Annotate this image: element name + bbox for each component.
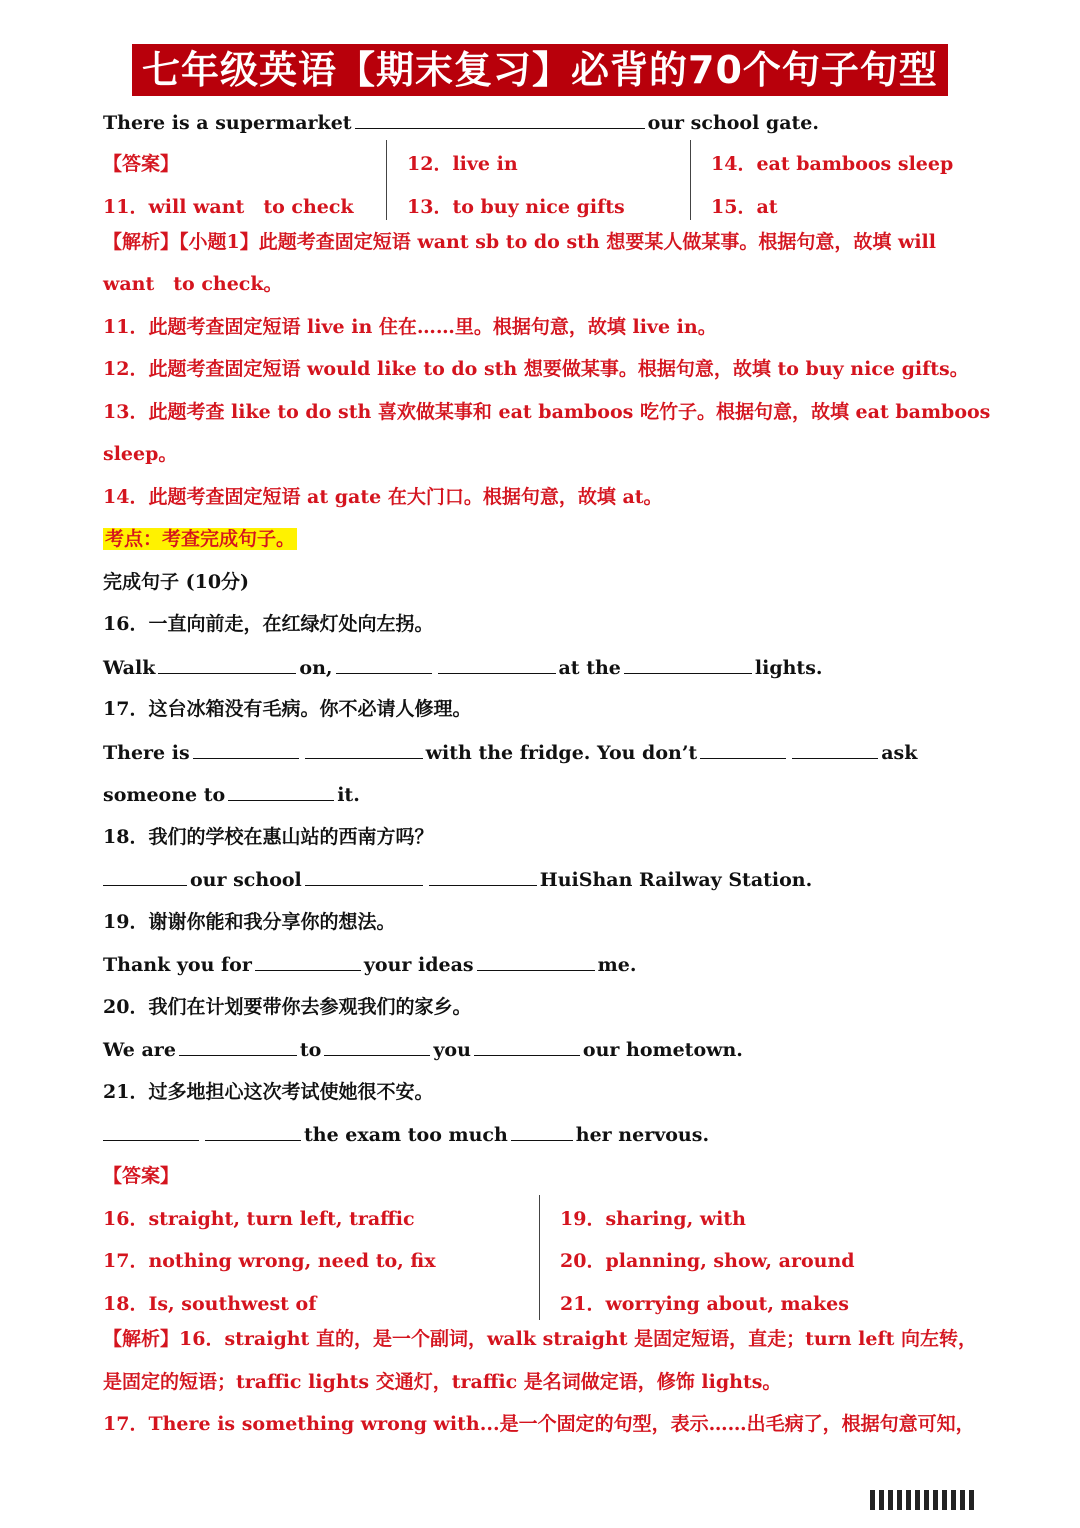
question-en <box>103 952 980 977</box>
answer-item: 16．straight, turn left, traffic <box>103 1208 415 1230</box>
text: Thank you for <box>103 954 252 976</box>
text: your ideas <box>363 954 474 976</box>
answer-blank <box>511 1122 573 1141</box>
question-cn: 19．谢谢你能和我分享你的想法。 <box>103 911 396 933</box>
answer-item: 11．will want to check <box>103 196 354 218</box>
text: We are <box>103 1039 176 1061</box>
text: the exam too much <box>304 1124 508 1146</box>
question-en <box>103 867 980 892</box>
answer-label: 【答案】 <box>103 1165 180 1187</box>
answer-blank <box>336 655 432 674</box>
text: our school <box>190 869 302 891</box>
answer-item: 12．live in <box>407 153 518 175</box>
answer-item: 13．to buy nice gifts <box>407 196 625 218</box>
answer-blank <box>624 655 752 674</box>
analysis-line: 14．此题考查固定短语 at gate 在大门口。根据句意，故填 at。 <box>103 486 663 508</box>
question-en <box>103 1037 980 1062</box>
text: someone to <box>103 784 226 806</box>
top-sentence <box>103 110 980 135</box>
answer-blank <box>429 867 537 886</box>
analysis-text: 是固定的短语；traffic lights 交通灯，traffic 是名词做定语，修饰 lights。 <box>103 1371 782 1393</box>
question-en-cont <box>103 782 980 807</box>
answer-blank <box>228 782 334 801</box>
answer-item: 17．nothing wrong, need to, fix <box>103 1250 436 1272</box>
text: ask <box>881 742 918 764</box>
kaodian-highlight: 考点：考查完成句子。 <box>105 528 296 550</box>
text: with the fridge. You don’t <box>425 742 698 764</box>
column-divider <box>539 1195 540 1320</box>
answer-blank <box>305 867 423 886</box>
answer-item: 20．planning, show, around <box>560 1250 855 1272</box>
answer-item: 21．worrying about, makes <box>560 1293 849 1315</box>
answer-blank <box>324 1037 430 1056</box>
answer-blank <box>792 740 878 759</box>
analysis-line: sleep。 <box>103 443 178 465</box>
answer-blank <box>305 740 423 759</box>
footer-decoration <box>870 1490 974 1510</box>
text: on, <box>299 657 333 679</box>
text: me. <box>597 954 637 976</box>
text: her nervous. <box>575 1124 710 1146</box>
analysis-line: 11．此题考查固定短语 live in 住在……里。根据句意，故填 live in。 <box>103 316 717 338</box>
text: to <box>299 1039 322 1061</box>
answer-blank <box>438 655 556 674</box>
answer-blank <box>255 952 361 971</box>
answer-item: 18．Is, southwest of <box>103 1293 317 1315</box>
question-cn: 16．一直向前走，在红绿灯处向左拐。 <box>103 613 434 635</box>
text: HuiShan Railway Station. <box>539 869 813 891</box>
sentence-text: There is a supermarket <box>103 112 352 134</box>
text: you <box>433 1039 471 1061</box>
analysis-line: 【解析】【小题1】此题考查固定短语 want sb to do sth 想要某人做某事。根据句意，故填 will <box>103 231 936 253</box>
text: at the <box>558 657 621 679</box>
text: it. <box>337 784 360 806</box>
analysis-line: 13．此题考查 like to do sth 喜欢做某事和 eat bamboos 吃竹子。根据句意，故填 eat bamboos <box>103 401 991 423</box>
analysis-line <box>103 1327 980 1351</box>
analysis-text: 【解析】16．straight 直的，是一个副词，walk straight 是固定短语，直走；turn left 向左转， <box>103 1328 978 1350</box>
answer-blank <box>700 740 786 759</box>
answer-label: 【答案】 <box>103 153 180 175</box>
question-cn: 21．过多地担心这次考试使她很不安。 <box>103 1081 434 1103</box>
column-divider <box>690 140 691 220</box>
question-en <box>103 740 980 765</box>
answer-blank <box>193 740 299 759</box>
text: our hometown. <box>582 1039 743 1061</box>
text: There is <box>103 742 190 764</box>
answer-item: 15．at <box>711 196 778 218</box>
question-cn: 18．我们的学校在惠山站的西南方吗？ <box>103 826 434 848</box>
analysis-line <box>103 1370 980 1394</box>
answer-blank <box>474 1037 580 1056</box>
analysis-line: want to check。 <box>103 273 283 295</box>
text: lights. <box>754 657 823 679</box>
column-divider <box>386 140 387 220</box>
question-en <box>103 655 980 680</box>
analysis-line: 12．此题考查固定短语 would like to do sth 想要做某事。根据句意，故填 to buy nice gifts。 <box>103 358 969 380</box>
question-cn: 20．我们在计划要带你去参观我们的家乡。 <box>103 996 472 1018</box>
answer-item: 19．sharing, with <box>560 1208 746 1230</box>
sentence-text: our school gate. <box>647 112 820 134</box>
answer-blank <box>103 867 187 886</box>
question-cn: 17．这台冰箱没有毛病。你不必请人修理。 <box>103 698 472 720</box>
answer-blank <box>205 1122 301 1141</box>
title-banner <box>0 44 1080 96</box>
answer-blank <box>103 1122 199 1141</box>
page-title: 七年级英语【期末复习】必背的70个句子句型 <box>132 44 948 96</box>
answer-blank <box>355 110 645 129</box>
answer-blank <box>477 952 595 971</box>
kaodian-row <box>103 527 980 551</box>
analysis-line: 17．There is something wrong with...是一个固定的句型，表示……出毛病了，根据句意可知， <box>103 1413 975 1435</box>
answer-blank <box>179 1037 297 1056</box>
answer-item: 14．eat bamboos sleep <box>711 153 954 175</box>
answer-blank <box>158 655 296 674</box>
question-en <box>103 1122 980 1147</box>
text: Walk <box>103 657 156 679</box>
section-title: 完成句子 (10分) <box>103 571 250 593</box>
